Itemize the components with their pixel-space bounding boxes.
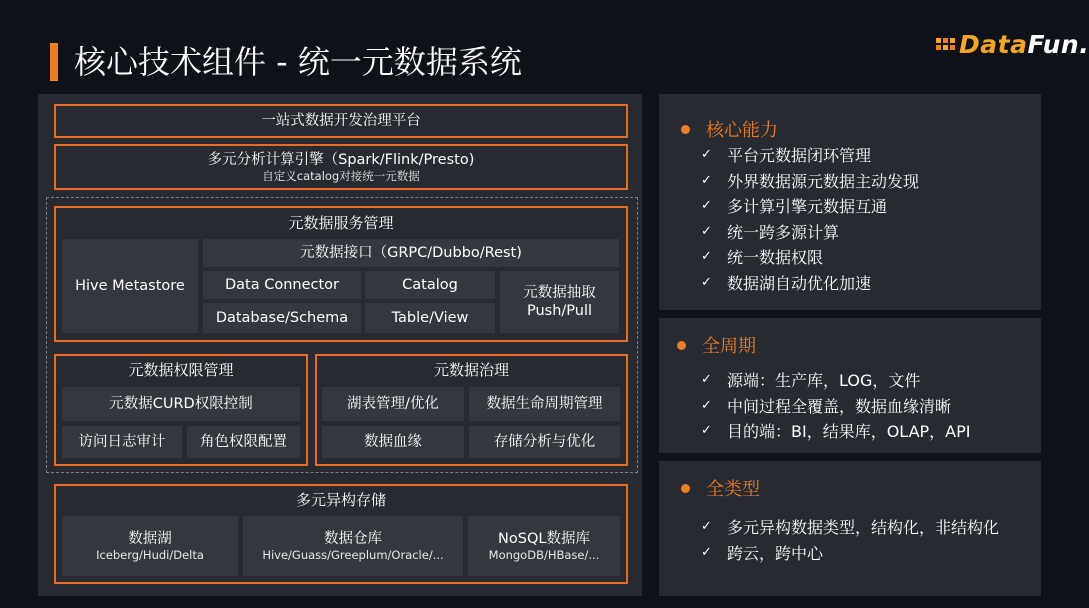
logo-text-b: Fun. xyxy=(1027,29,1089,59)
lake-table-management-box: 湖表管理/优化 xyxy=(322,387,464,421)
storage-title: 多元异构存储 xyxy=(295,491,386,509)
check-icon: ✓ xyxy=(701,223,712,239)
data-warehouse-sub: Hive/Guass/Greeplum/Oracle/... xyxy=(262,548,444,562)
list-item: ✓ 数据湖自动优化加速 xyxy=(701,273,872,293)
core-capability-panel xyxy=(659,94,1041,310)
check-icon: ✓ xyxy=(701,198,712,214)
metadata-extract-box: 元数据抽取 Push/Pull xyxy=(500,271,619,333)
logo-text xyxy=(959,30,1089,59)
data-lake-sub: Iceberg/Hudi/Delta xyxy=(96,548,204,562)
data-warehouse-box xyxy=(243,516,463,576)
access-log-audit-box: 访问日志审计 xyxy=(62,426,182,458)
all-types-list xyxy=(701,514,999,565)
metadata-interface-box: 元数据接口（GRPC/Dubbo/Rest) xyxy=(203,239,619,267)
database-schema-box: Database/Schema xyxy=(203,303,361,333)
check-icon: ✓ xyxy=(701,172,712,188)
bullet-dot-icon xyxy=(681,125,690,134)
lifecycle-management-box: 数据生命周期管理 xyxy=(469,387,620,421)
list-item: ✓ 目的端：BI，结果库，OLAP，API xyxy=(701,422,971,442)
platform-box: 一站式数据开发治理平台 xyxy=(54,104,628,138)
nosql-sub: MongoDB/HBase/... xyxy=(488,548,600,562)
full-cycle-panel xyxy=(659,318,1041,453)
table-view-box: Table/View xyxy=(365,303,495,333)
full-cycle-title: 全周期 xyxy=(702,336,756,357)
data-warehouse-name: 数据仓库 xyxy=(324,531,382,547)
title-accent-bar xyxy=(50,43,58,81)
check-icon: ✓ xyxy=(701,372,712,388)
list-item: ✓ 多元异构数据类型，结构化，非结构化 xyxy=(701,518,1000,538)
engine-subtitle: 自定义catalog对接统一元数据 xyxy=(262,169,420,183)
check-icon: ✓ xyxy=(701,544,712,560)
governance-title: 元数据治理 xyxy=(433,361,509,379)
list-item: ✓ 源端：生产库，LOG，文件 xyxy=(701,371,921,391)
list-item: ✓ 统一跨多源计算 xyxy=(701,222,840,242)
role-permission-box: 角色权限配置 xyxy=(187,426,300,458)
full-cycle-heading xyxy=(677,332,756,358)
full-cycle-list xyxy=(701,367,970,444)
page-title: 核心技术组件 - 统一元数据系统 xyxy=(74,43,522,81)
logo-dots-icon xyxy=(936,38,955,50)
check-icon: ✓ xyxy=(701,423,712,439)
logo-text-a: Data xyxy=(959,29,1028,59)
all-types-panel xyxy=(659,461,1041,596)
core-capability-heading xyxy=(681,116,778,142)
core-capability-list xyxy=(701,142,919,295)
hive-metastore-box: Hive Metastore xyxy=(62,239,198,333)
list-item: ✓ 统一数据权限 xyxy=(701,248,824,268)
data-lineage-box: 数据血缘 xyxy=(322,426,464,458)
curd-permission-box: 元数据CURD权限控制 xyxy=(62,387,300,421)
storage-analysis-box: 存储分析与优化 xyxy=(469,426,620,458)
check-icon: ✓ xyxy=(701,249,712,265)
service-management-title: 元数据服务管理 xyxy=(288,214,394,232)
nosql-name: NoSQL数据库 xyxy=(498,531,590,547)
check-icon: ✓ xyxy=(701,274,712,290)
bullet-dot-icon xyxy=(681,484,690,493)
all-types-heading xyxy=(681,475,760,501)
core-capability-title: 核心能力 xyxy=(706,120,778,141)
engine-title: 多元分析计算引擎（Spark/Flink/Presto) xyxy=(207,152,475,168)
check-icon: ✓ xyxy=(701,147,712,163)
list-item: ✓ 平台元数据闭环管理 xyxy=(701,146,872,166)
datafun-logo xyxy=(936,26,1089,62)
data-lake-box xyxy=(62,516,238,576)
list-item: ✓ 外界数据源元数据主动发现 xyxy=(701,171,920,191)
data-connector-box: Data Connector xyxy=(203,271,361,299)
check-icon: ✓ xyxy=(701,397,712,413)
data-lake-name: 数据湖 xyxy=(128,531,172,547)
all-types-title: 全类型 xyxy=(706,479,760,500)
permission-management-title: 元数据权限管理 xyxy=(128,361,234,379)
nosql-box xyxy=(468,516,620,576)
catalog-box: Catalog xyxy=(365,271,495,299)
list-item: ✓ 多计算引擎元数据互通 xyxy=(701,197,888,217)
check-icon: ✓ xyxy=(701,519,712,535)
engine-box xyxy=(54,144,628,190)
list-item: ✓ 跨云，跨中心 xyxy=(701,543,824,563)
bullet-dot-icon xyxy=(677,341,686,350)
list-item: ✓ 中间过程全覆盖，数据血缘清晰 xyxy=(701,396,952,416)
